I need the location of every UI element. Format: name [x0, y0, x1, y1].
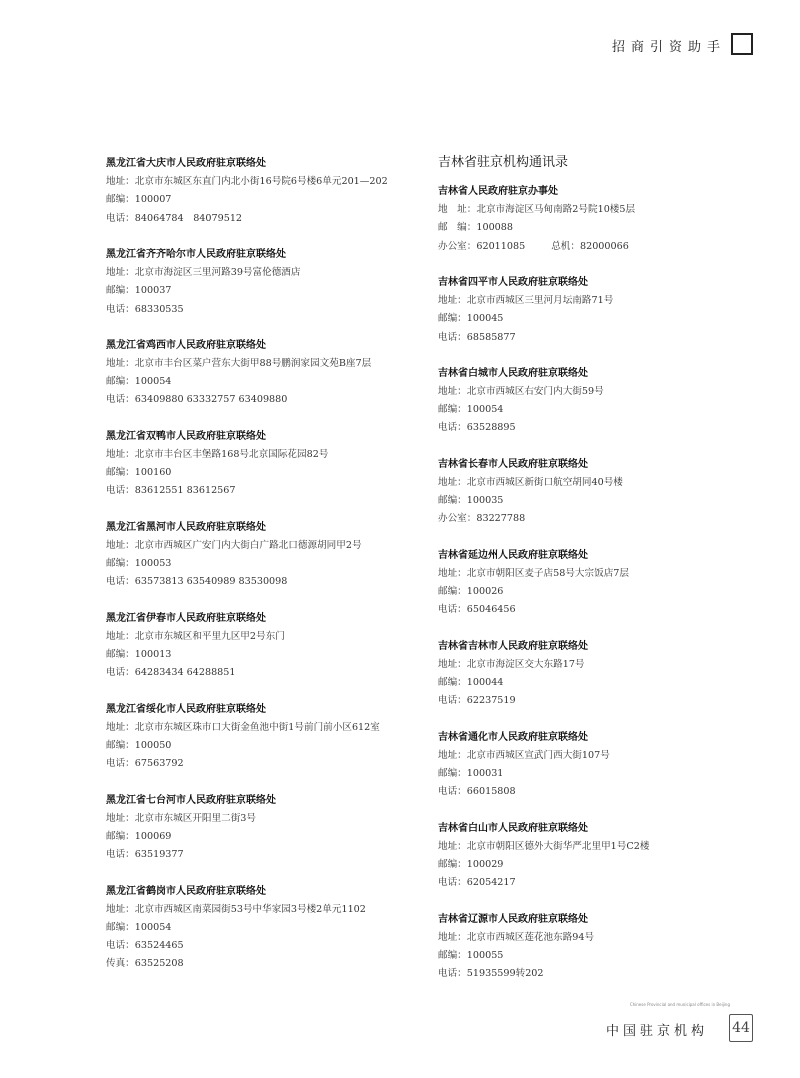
- entry-line-value: 100007: [134, 194, 172, 206]
- entry-line-value: 北京市西城区南菜园街53号中华家园3号楼2单元1102: [134, 903, 366, 915]
- directory-entry: [438, 274, 768, 347]
- entry-line-value: 100035: [466, 495, 504, 507]
- entry-line: [106, 919, 436, 937]
- page-number: 44: [729, 1014, 753, 1042]
- entry-line-value: 82000066: [580, 240, 629, 252]
- footer-title: 中国驻京机构: [606, 1024, 709, 1039]
- entry-line: [106, 537, 436, 555]
- entry-line-label: 地址：: [106, 267, 135, 279]
- entry-line-label: 地址：: [438, 386, 467, 398]
- entry-line-value: 北京市西城区右安门内大街59号: [466, 386, 604, 398]
- entry-line: [438, 219, 768, 237]
- entry-line-value: 68330535: [134, 303, 184, 315]
- entry-line-label: 邮编：: [438, 949, 467, 961]
- entry-line-label: 地址：: [106, 630, 135, 642]
- entry-line: [106, 646, 436, 664]
- entry-line-label: 电话：: [438, 604, 467, 616]
- entry-line-label: 地址：: [438, 295, 467, 307]
- entry-line-label: 地址：: [438, 840, 467, 852]
- entry-line: [438, 401, 768, 419]
- directory-entry: [106, 428, 436, 501]
- entry-line-value: 64283434 64288851: [134, 667, 236, 679]
- entry-line-label: 邮编：: [106, 376, 135, 388]
- entry-line: [438, 856, 768, 874]
- entry-name: 黑龙江省齐齐哈尔市人民政府驻京联络处: [106, 248, 286, 260]
- entry-line-label: 邮编：: [106, 194, 135, 206]
- entry-name: 吉林省通化市人民政府驻京联络处: [438, 731, 588, 743]
- entry-line-value: 100013: [134, 649, 172, 661]
- entry-line-value: 100029: [466, 858, 504, 870]
- entry-name: 吉林省辽源市人民政府驻京联络处: [438, 913, 588, 925]
- header-title: 招商引资助手: [612, 40, 727, 55]
- entry-line: [438, 201, 768, 219]
- entry-name: 吉林省人民政府驻京办事处: [438, 186, 558, 197]
- entry-line-value: 67563792: [134, 758, 184, 770]
- entry-line-label: 地址：: [438, 658, 467, 670]
- entry-line-label: 传真：: [106, 958, 135, 970]
- entry-name: 吉林省白城市人民政府驻京联络处: [438, 367, 588, 379]
- entry-line-label: 邮编：: [106, 921, 135, 933]
- entry-line-label: 邮编：: [438, 404, 467, 416]
- entry-line: [106, 719, 436, 737]
- directory-entry: [106, 519, 436, 592]
- entry-line: [438, 783, 768, 801]
- left-column: [106, 155, 436, 992]
- entry-line-label: 电话：: [106, 394, 135, 406]
- entry-line-value: 63525208: [134, 958, 184, 970]
- entry-line-label: 地址：: [438, 931, 467, 943]
- directory-entry: [438, 638, 768, 711]
- entry-line-value: 100054: [134, 921, 172, 933]
- entry-line-value: 北京市海淀区三里河路39号富伦德酒店: [134, 267, 301, 279]
- entry-line-label: 地址：: [438, 477, 467, 488]
- entry-line: [106, 391, 436, 409]
- directory-entry: [438, 365, 768, 438]
- directory-entry: [438, 547, 768, 620]
- entry-line: [438, 474, 768, 492]
- entry-line-label: 邮编：: [106, 467, 135, 479]
- entry-line: [438, 692, 768, 710]
- entry-line: [106, 173, 436, 191]
- entry-line-value: 北京市丰台区菜户营东大街甲88号鹏润家园文苑B座7层: [134, 358, 372, 370]
- entry-line-value: 63409880 63332757 63409880: [134, 394, 288, 406]
- entry-line-value: 北京市东城区和平里九区甲2号东门: [134, 630, 285, 642]
- directory-entry: [106, 792, 436, 865]
- entry-line: [438, 601, 768, 619]
- entry-line-label: 地址：: [438, 749, 467, 761]
- entry-line: [438, 656, 768, 674]
- entry-line-value: 北京市海淀区交大东路17号: [466, 658, 585, 670]
- right-entry-list: [438, 183, 768, 983]
- directory-entry: [438, 820, 768, 893]
- entry-line-label: 电话：: [438, 786, 467, 798]
- entry-line: [106, 464, 436, 482]
- directory-entry: [438, 183, 768, 256]
- entry-line-value: 100037: [134, 285, 172, 297]
- entry-line: [106, 355, 436, 373]
- entry-line-value: 100054: [466, 404, 504, 416]
- entry-line: [438, 747, 768, 765]
- entry-line-value: 83612551 83612567: [134, 485, 236, 497]
- entry-line-label: 电话：: [438, 877, 467, 889]
- entry-line: [438, 765, 768, 783]
- entry-line-label: 邮编：: [438, 677, 467, 689]
- entry-line: [106, 755, 436, 773]
- entry-line-value: 100069: [134, 830, 172, 842]
- directory-entry: [106, 246, 436, 319]
- entry-line: [106, 446, 436, 464]
- entry-line-value: 84064784 84079512: [134, 212, 243, 224]
- directory-entry: [438, 911, 768, 984]
- entry-line: [438, 874, 768, 892]
- entry-line-label: 办公室：: [438, 240, 477, 252]
- entry-name: 黑龙江省双鸭市人民政府驻京联络处: [106, 430, 266, 442]
- directory-entry: [106, 883, 436, 974]
- entry-line-label: 总机：: [551, 240, 580, 252]
- entry-line: [106, 828, 436, 846]
- entry-line-value: 100031: [466, 768, 504, 779]
- directory-entry: [106, 610, 436, 683]
- entry-line-value: 北京市西城区莲花池东路94号: [466, 931, 595, 943]
- entry-line-value: 63519377: [134, 849, 184, 861]
- entry-line-label: 地址：: [106, 176, 135, 188]
- entry-line-value: 100044: [466, 677, 504, 689]
- entry-line-value: 100026: [466, 586, 504, 598]
- entry-name: 黑龙江省鹤岗市人民政府驻京联络处: [106, 885, 266, 897]
- entry-line-label: 办公室：: [438, 513, 477, 525]
- entry-line: [438, 947, 768, 965]
- entry-name: 黑龙江省七台河市人民政府驻京联络处: [106, 794, 276, 806]
- entry-line-label: 邮编：: [106, 830, 135, 842]
- entry-line-label: 电话：: [106, 940, 135, 952]
- entry-line-value: 北京市东城区东直门内北小街16号院6号楼6单元201—202: [134, 176, 388, 188]
- entry-name: 吉林省长春市人民政府驻京联络处: [438, 458, 588, 470]
- entry-line-value: 66015808: [466, 786, 516, 798]
- entry-line-label: 电话：: [438, 695, 467, 707]
- entry-line-label: 电话：: [106, 303, 135, 315]
- entry-line-value: 83227788: [476, 513, 526, 525]
- entry-line-label: 邮编：: [438, 313, 467, 325]
- right-column: [438, 155, 768, 1001]
- entry-line-value: 51935599转202: [466, 968, 544, 980]
- entry-name: 吉林省四平市人民政府驻京联络处: [438, 276, 588, 288]
- entry-line: [438, 419, 768, 437]
- entry-name: 吉林省吉林市人民政府驻京联络处: [438, 640, 588, 652]
- entry-line-value: 北京市西城区新街口航空胡同40号楼: [466, 477, 623, 488]
- footer-english-caption: Chinese Provincial and municipal offices in Beijing: [629, 1002, 730, 1007]
- entry-line: [106, 264, 436, 282]
- section-title: 吉林省驻京机构通讯录: [438, 155, 569, 170]
- entry-line-label: 邮编：: [438, 495, 467, 507]
- entry-line: [106, 901, 436, 919]
- entry-line: [106, 937, 436, 955]
- entry-line: [106, 573, 436, 591]
- entry-line: [106, 737, 436, 755]
- entry-line-label: 地址：: [106, 903, 135, 915]
- entry-line-value: 北京市朝阳区麦子店58号大宗饭店7层: [466, 567, 629, 579]
- entry-line-label: 电话：: [106, 576, 135, 588]
- entry-line-label: 邮编：: [438, 858, 467, 870]
- entry-line: [106, 210, 436, 228]
- entry-line: [438, 510, 768, 528]
- entry-line: [438, 674, 768, 692]
- entry-line-value: 63573813 63540989 83530098: [134, 576, 288, 588]
- directory-entry: [438, 729, 768, 802]
- entry-line-value: 62054217: [466, 877, 516, 889]
- entry-line-value: 北京市西城区宣武门西大街107号: [466, 749, 610, 761]
- directory-entry: [438, 456, 768, 529]
- entry-line: [438, 310, 768, 328]
- entry-line: [106, 846, 436, 864]
- entry-line-label: 邮编：: [106, 740, 135, 751]
- directory-entry: [106, 337, 436, 410]
- entry-line-label: 地 址：: [438, 204, 477, 216]
- entry-line: [438, 965, 768, 983]
- entry-line-label: 电话：: [106, 485, 135, 497]
- header-box-decoration: [731, 33, 753, 55]
- entry-line-value: 北京市东城区珠市口大街金鱼池中街1号前门前小区612室: [134, 721, 380, 733]
- directory-entry: [106, 155, 436, 228]
- entry-line-value: 北京市西城区广安门内大街白广路北口德源胡同甲2号: [134, 539, 362, 551]
- entry-line-value: 100160: [134, 467, 172, 479]
- entry-line-label: 电话：: [106, 667, 135, 679]
- entry-line-label: 电话：: [106, 758, 135, 770]
- entry-line-value: 65046456: [466, 604, 516, 616]
- entry-name: 吉林省延边州人民政府驻京联络处: [438, 549, 588, 561]
- entry-line-label: 电话：: [438, 331, 467, 343]
- entry-line-label: 邮编：: [438, 586, 467, 598]
- entry-line: [438, 583, 768, 601]
- entry-name: 吉林省白山市人民政府驻京联络处: [438, 822, 588, 834]
- entry-line-label: 邮编：: [438, 768, 467, 779]
- entry-line-label: 邮编：: [106, 558, 135, 570]
- entry-line-value: 63524465: [134, 940, 184, 952]
- entry-name: 黑龙江省绥化市人民政府驻京联络处: [106, 703, 266, 715]
- entry-line: [438, 565, 768, 583]
- entry-line-value: 100055: [466, 949, 504, 961]
- entry-line-value: 100053: [134, 558, 172, 570]
- entry-line-label: 邮编：: [106, 649, 135, 661]
- entry-line-label: 地址：: [106, 539, 135, 551]
- entry-line: [438, 838, 768, 856]
- entry-line: [438, 292, 768, 310]
- entry-line: [106, 482, 436, 500]
- entry-line-label: 电话：: [438, 422, 467, 434]
- entry-line-value: 北京市丰台区丰堡路168号北京国际花园82号: [134, 449, 329, 460]
- entry-line-value: 北京市东城区开阳里二街3号: [134, 812, 257, 824]
- entry-line-value: 62011085: [476, 240, 526, 252]
- entry-line-value: 100050: [134, 740, 172, 751]
- entry-line: [438, 929, 768, 947]
- entry-line-value: 北京市西城区三里河月坛南路71号: [466, 295, 614, 307]
- entry-line-label: 地址：: [106, 449, 135, 460]
- entry-name: 黑龙江省伊春市人民政府驻京联络处: [106, 612, 266, 624]
- entry-name: 黑龙江省大庆市人民政府驻京联络处: [106, 158, 266, 169]
- entry-line: [438, 492, 768, 510]
- entry-line: [106, 955, 436, 973]
- entry-line-value: 100088: [476, 222, 513, 234]
- entry-line: [106, 628, 436, 646]
- entry-line-value: 北京市海淀区马甸南路2号院10楼5层: [476, 204, 636, 216]
- entry-line: [106, 191, 436, 209]
- entry-line-value: 100054: [134, 376, 172, 388]
- entry-line: [438, 329, 768, 347]
- entry-name: 黑龙江省鸡西市人民政府驻京联络处: [106, 339, 266, 351]
- entry-line: [438, 238, 768, 256]
- entry-line-label: 电话：: [106, 849, 135, 861]
- directory-entry: [106, 701, 436, 774]
- entry-line-value: 68585877: [466, 331, 516, 343]
- entry-line-label: 电话：: [438, 968, 467, 980]
- entry-name: 黑龙江省黑河市人民政府驻京联络处: [106, 521, 266, 533]
- entry-line-label: 地址：: [438, 567, 467, 579]
- entry-line-value: 100045: [466, 313, 504, 325]
- entry-line: [106, 301, 436, 319]
- entry-line-label: 邮 编：: [438, 222, 477, 234]
- entry-line-label: 地址：: [106, 812, 135, 824]
- entry-line-value: 63528895: [466, 422, 516, 434]
- entry-line-label: 电话：: [106, 212, 135, 224]
- entry-line-label: 邮编：: [106, 285, 135, 297]
- entry-line-label: 地址：: [106, 721, 135, 733]
- entry-line: [106, 282, 436, 300]
- entry-line: [106, 810, 436, 828]
- entry-line: [106, 555, 436, 573]
- entry-line-label: 地址：: [106, 358, 135, 370]
- entry-line-value: 北京市朝阳区德外大街华严北里甲1号C2楼: [466, 840, 650, 852]
- entry-line-value: 62237519: [466, 695, 516, 707]
- entry-line: [438, 383, 768, 401]
- entry-line: [106, 664, 436, 682]
- entry-line: [106, 373, 436, 391]
